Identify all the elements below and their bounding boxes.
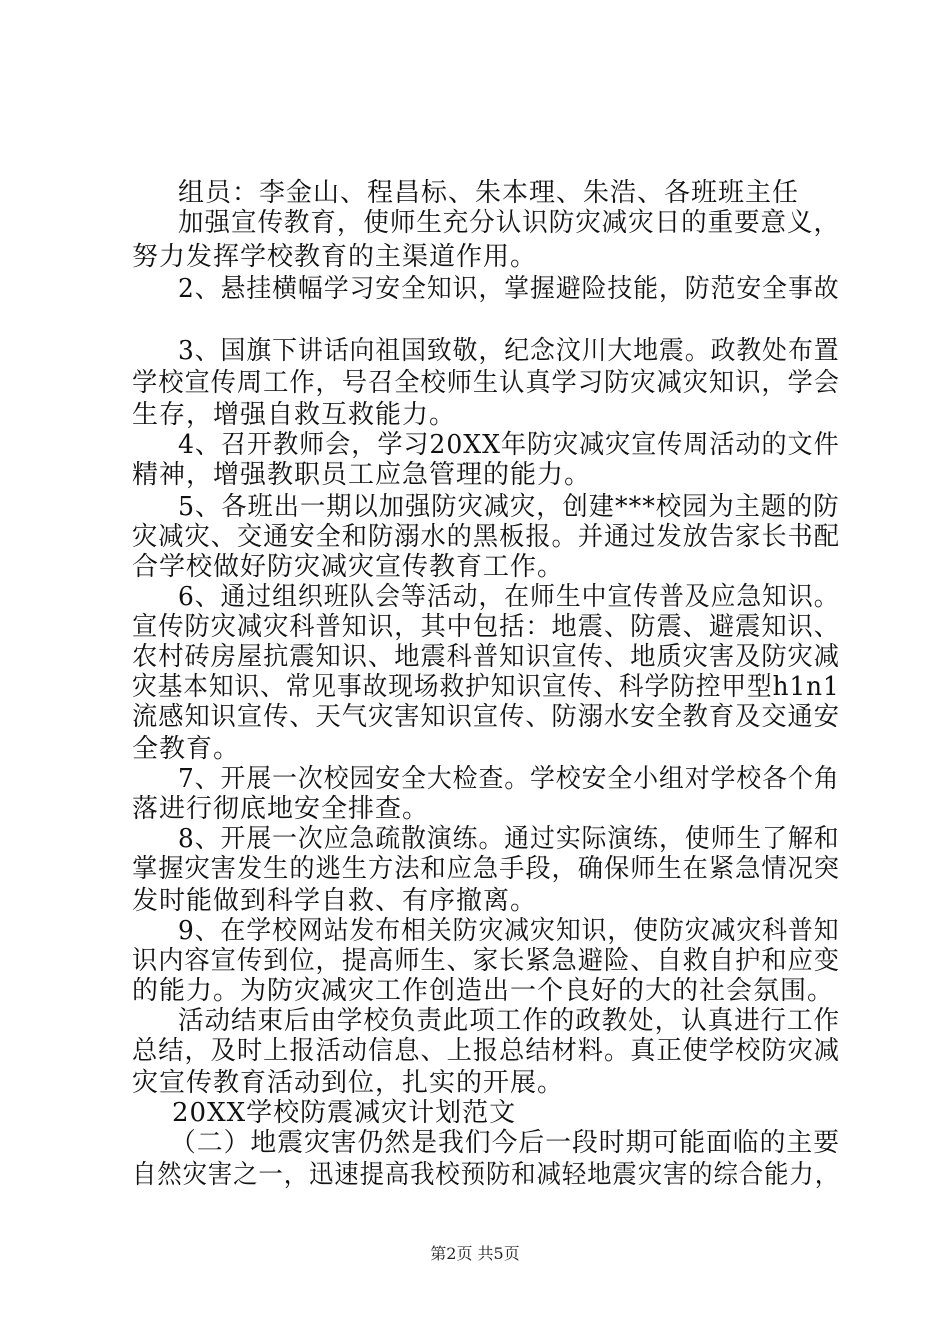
text-line: 6、通过组织班队会等活动，在师生中宣传普及应急知识。 [178, 582, 840, 612]
text-line: 总结，及时上报活动信息、上报总结材料。真正使学校防灾减 [132, 1036, 841, 1066]
text-line: 3、国旗下讲话向祖国致敬，纪念汶川大地震。政教处布置 [178, 336, 840, 366]
text-line: 识内容宣传到位，提高师生、家长紧急避险、自救自护和应变 [132, 946, 841, 976]
text-line: 4、召开教师会，学习20XX年防灾减灾宣传周活动的文件 [178, 430, 840, 460]
text-line: 组员：李金山、程昌标、朱本理、朱浩、各班班主任 [178, 178, 800, 208]
text-line: 全教育。 [132, 734, 241, 764]
text-line: 发时能做到科学自救、有序撤离。 [132, 886, 538, 916]
text-line: 生存，增强自救互救能力。 [132, 400, 457, 430]
text-line: 加强宣传教育，使师生充分认识防灾减灾日的重要意义， [178, 208, 841, 238]
text-line: 宣传防灾减灾科普知识，其中包括：地震、防震、避震知识、 [132, 612, 841, 642]
text-line: 的能力。为防灾减灾工作创造出一个良好的大的社会氛围。 [132, 976, 835, 1006]
text-line: 学校宣传周工作，号召全校师生认真学习防灾减灾知识，学会 [132, 368, 841, 398]
page-footer: 第2页 共5页 [430, 1244, 520, 1263]
text-line: 落进行彻底地安全排查。 [132, 794, 430, 824]
text-line: （二）地震灾害仍然是我们今后一段时期可能面临的主要 [170, 1128, 841, 1158]
text-line: 农村砖房屋抗震知识、地震科普知识宣传、地质灾害及防灾减 [132, 642, 841, 672]
text-line: 流感知识宣传、天气灾害知识宣传、防溺水安全教育及交通安 [132, 702, 841, 732]
text-line: 掌握灾害发生的逃生方法和应急手段，确保师生在紧急情况突 [132, 854, 841, 884]
text-line: 7、开展一次校园安全大检查。学校安全小组对学校各个角 [178, 764, 840, 794]
text-line: 2、悬挂横幅学习安全知识，掌握避险技能，防范安全事故 [178, 274, 840, 304]
section-heading: 20XX学校防震减灾计划范文 [172, 1098, 517, 1128]
text-line: 自然灾害之一，迅速提高我校预防和减轻地震灾害的综合能力， [132, 1160, 841, 1190]
text-line: 努力发挥学校教育的主渠道作用。 [132, 242, 538, 272]
text-line: 灾基本知识、常见事故现场救护知识宣传、科学防控甲型h1n1 [132, 672, 840, 702]
text-line: 灾减灾、交通安全和防溺水的黑板报。并通过发放告家长书配 [132, 522, 841, 552]
text-line: 活动结束后由学校负责此项工作的政教处，认真进行工作 [178, 1006, 841, 1036]
text-line: 灾宣传教育活动到位，扎实的开展。 [132, 1068, 565, 1098]
text-line: 8、开展一次应急疏散演练。通过实际演练，使师生了解和 [178, 824, 840, 854]
text-line: 精神，增强教职员工应急管理的能力。 [132, 460, 592, 490]
text-line: 合学校做好防灾减灾宣传教育工作。 [132, 552, 565, 582]
text-line: 5、各班出一期以加强防灾减灾，创建***校园为主题的防 [178, 492, 840, 522]
text-line: 9、在学校网站发布相关防灾减灾知识，使防灾减灾科普知 [178, 916, 840, 946]
